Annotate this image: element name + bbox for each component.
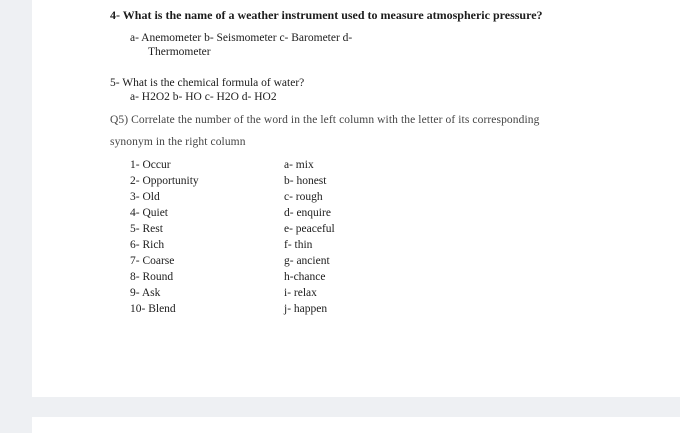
left-item: 1- Occur xyxy=(130,159,171,171)
left-item: 9- Ask xyxy=(130,287,161,299)
right-item: d- enquire xyxy=(284,207,331,219)
next-page xyxy=(32,417,680,433)
q5-instruction: Q5) Correlate the number of the word in the left column with the letter of its corresponding xyxy=(110,114,540,126)
left-item: 4- Quiet xyxy=(130,207,169,219)
left-item: 2- Opportunity xyxy=(130,175,199,187)
right-item: j- happen xyxy=(284,303,328,315)
left-item: 10- Blend xyxy=(130,303,176,315)
left-item: 3- Old xyxy=(130,191,160,203)
right-item: c- rough xyxy=(284,191,323,203)
document-page xyxy=(32,0,680,397)
left-item: 7- Coarse xyxy=(130,255,175,267)
q5-instruction-cont: synonym in the right column xyxy=(110,136,246,148)
left-column xyxy=(130,157,199,317)
right-item: i- relax xyxy=(284,287,317,299)
question-4-options-cont: Thermometer xyxy=(148,46,211,58)
left-item: 5- Rest xyxy=(130,223,163,235)
right-item: a- mix xyxy=(284,159,314,171)
left-item: 6- Rich xyxy=(130,239,165,251)
question-5-options: a- H2O2 b- HO c- H2O d- HO2 xyxy=(130,91,277,103)
right-item: g- ancient xyxy=(284,255,330,267)
question-5: 5- What is the chemical formula of water? xyxy=(110,77,305,89)
left-item: 8- Round xyxy=(130,271,174,283)
question-4-options: a- Anemometer b- Seismometer c- Barometer d- xyxy=(130,32,353,44)
right-item: e- peaceful xyxy=(284,223,335,235)
right-item: b- honest xyxy=(284,175,327,187)
right-item: f- thin xyxy=(284,239,313,251)
right-column xyxy=(284,157,335,317)
right-item: h-chance xyxy=(284,271,326,283)
question-4: 4- What is the name of a weather instrument used to measure atmospheric pressure? xyxy=(110,8,543,22)
